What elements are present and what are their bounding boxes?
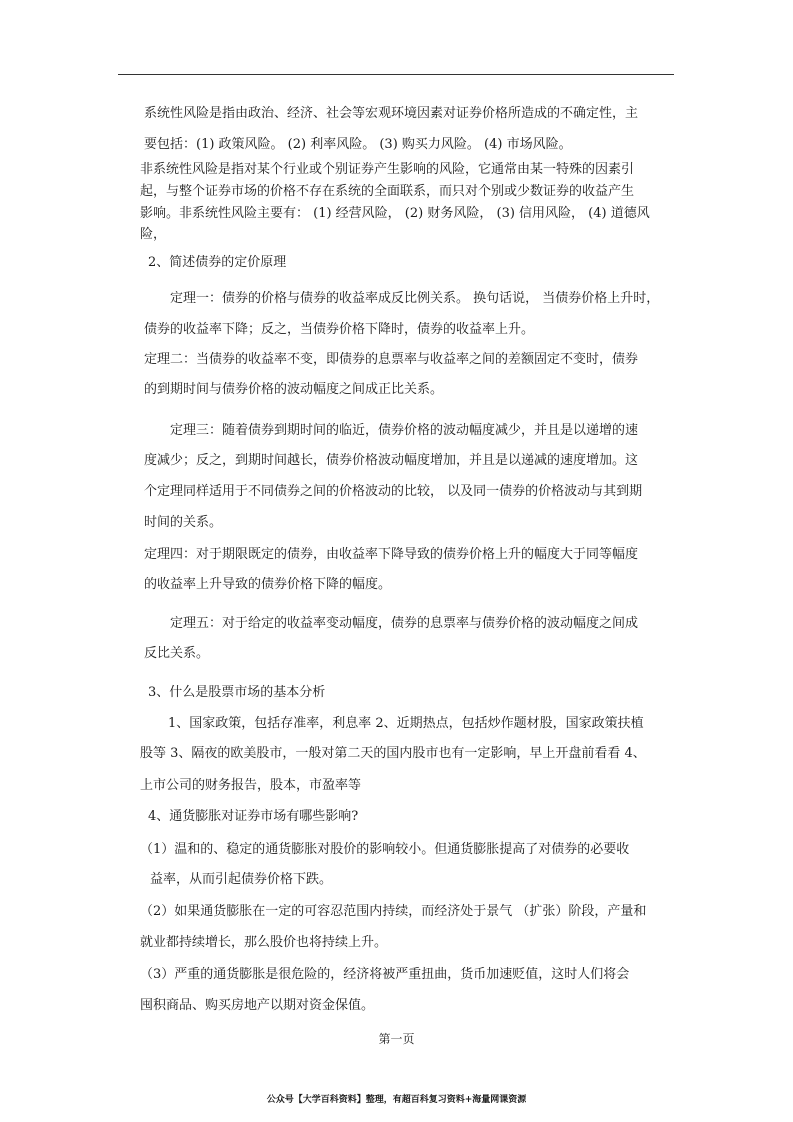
text-line: 度减少；反之，到期时间越长，债券价格波动幅度增加，并且是以递减的速度增加。这 <box>144 453 639 468</box>
text-line: 要包括：(1) 政策风险。 (2) 利率风险。 (3) 购买力风险。 (4) 市场风险。 <box>144 137 572 152</box>
text-line: 时间的关系。 <box>144 515 223 530</box>
section-heading: 3、什么是股票市场的基本分析 <box>148 685 326 700</box>
text-line: 益率，从而引起债券价格下跌。 <box>150 872 333 887</box>
text-line: 定理四：对于期限既定的债券，由收益率下降导致的债券价格上升的幅度大于同等幅度 <box>144 547 639 562</box>
text-line: 的到期时间与债券价格的波动幅度之间成正比关系。 <box>144 382 444 397</box>
text-line: 囤积商品、购买房地产以期对资金保值。 <box>140 998 375 1013</box>
text-line: 定理三：随着债券到期时间的临近，债券价格的波动幅度减少，并且是以递增的速 <box>170 423 639 438</box>
text-line: （2）如果通货膨胀在一定的可容忍范围内持续，而经济处于景气 （扩张）阶段，产量和 <box>140 904 647 919</box>
text-line: 起，与整个证券市场的价格不存在系统的全面联系，而只对个别或少数证券的收益产生 <box>140 184 635 199</box>
text-line: 债券的收益率下降；反之，当债券价格下降时，债券的收益率上升。 <box>144 322 535 337</box>
text-line: 定理二：当债券的收益率不变，即债券的息票率与收益率之间的差额固定不变时，债券 <box>144 352 639 367</box>
text-line: 上市公司的财务报告，股本，市盈率等 <box>140 778 362 793</box>
text-line: （3）严重的通货膨胀是很危险的，经济将被严重扭曲，货币加速贬值，这时人们将会 <box>140 967 630 982</box>
section-heading: 2、简述债券的定价原理 <box>148 255 287 270</box>
text-line: 影响。非系统性风险主要有： (1) 经营风险， (2) 财务风险， (3) 信用风险， (4) 道德风 <box>140 206 650 221</box>
footer-note: 公众号【大学百科资料】整理，有超百科复习资料+海量网课资源 <box>266 1095 527 1105</box>
text-line: 非系统性风险是指对某个行业或个别证券产生影响的风险，它通常由某一特殊的因素引 <box>140 162 635 177</box>
text-line: 的收益率上升导致的债券价格下降的幅度。 <box>144 577 392 592</box>
text-line: 定理五：对于给定的收益率变动幅度，债券的息票率与债券价格的波动幅度之间成 <box>170 616 639 631</box>
text-line: 系统性风险是指由政治、经济、社会等宏观环境因素对证券价格所造成的不确定性，主 <box>144 106 639 121</box>
text-line: 1、国家政策，包括存准率，利息率 2、近期热点，包括炒作题材股，国家政策扶植 <box>168 716 644 731</box>
text-line: 个定理同样适用于不同债券之间的价格波动的比较， 以及同一债券的价格波动与其到期 <box>144 484 643 499</box>
header-rule <box>118 74 674 75</box>
text-line: 股等 3、隔夜的欧美股市，一般对第二天的国内股市也有一定影响，早上开盘前看看 4、 <box>140 746 646 761</box>
text-line: 险， <box>140 227 167 242</box>
text-line: 反比关系。 <box>144 646 210 661</box>
text-line: （1）温和的、稳定的通货膨胀对股价的影响较小。但通货膨胀提高了对债券的必要收 <box>140 842 630 857</box>
page-number: 第一页 <box>378 1032 415 1046</box>
section-heading: 4、通货膨胀对证券市场有哪些影响? <box>148 809 359 824</box>
text-line: 就业都持续增长，那么股价也将持续上升。 <box>140 935 388 950</box>
text-line: 定理一：债券的价格与债券的收益率成反比例关系。 换句话说， 当债券价格上升时， <box>170 291 660 306</box>
